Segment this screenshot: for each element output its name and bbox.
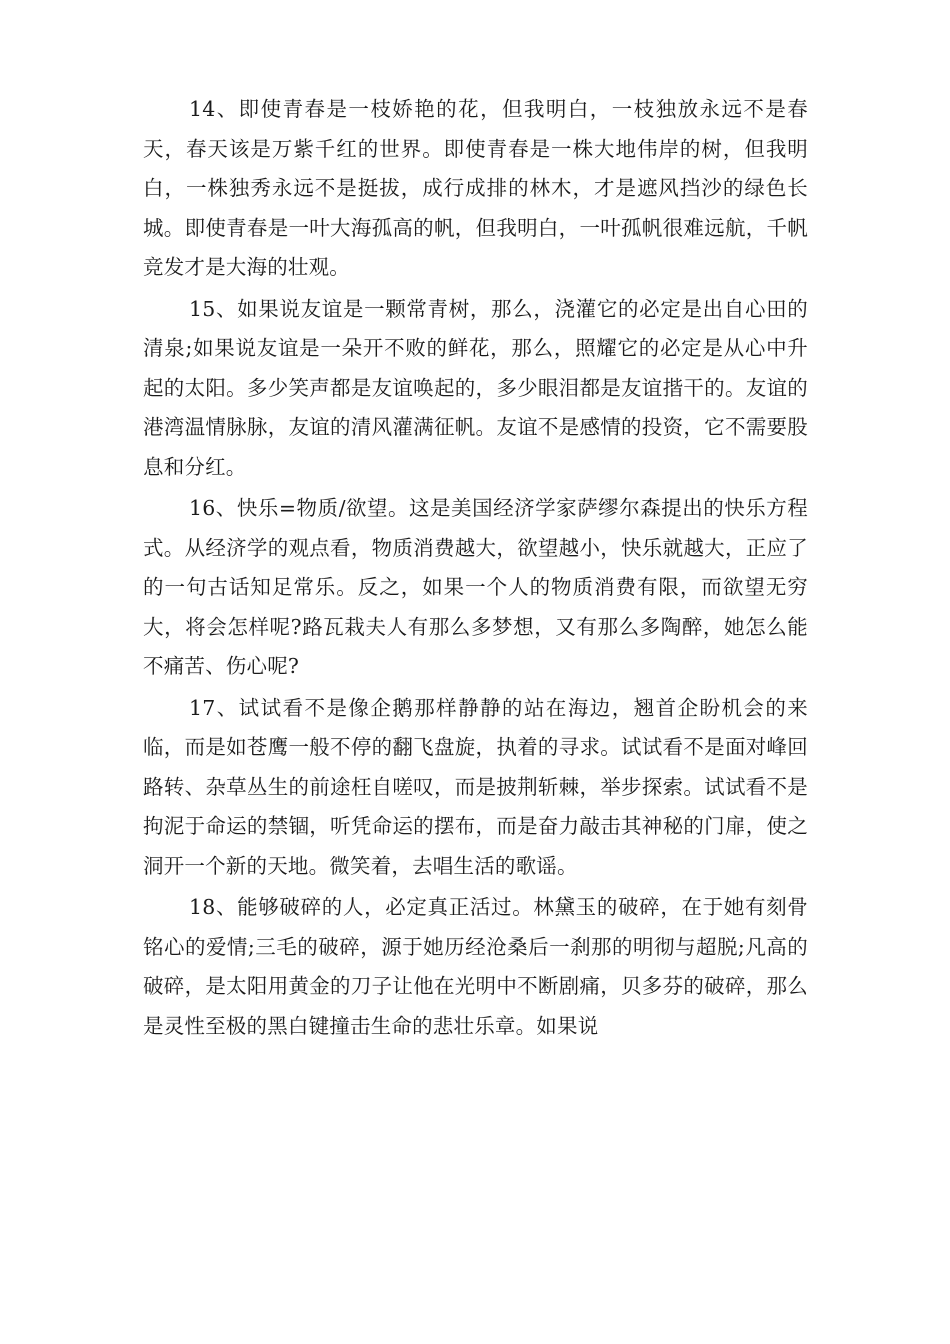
paragraph-14: 14、即使青春是一枝娇艳的花，但我明白，一枝独放永远不是春天，春天该是万紫千红的世界。即使青春是一株大地伟岸的树，但我明白，一株独秀永远不是挺拔，成行成排的林木，才是遮风挡沙的绿色长城。即使青春是一叶大海孤高的帆，但我明白，一叶孤帆很难远航，千帆竞发才是大海的壮观。	[143, 97, 808, 279]
document-body	[143, 90, 808, 1048]
paragraph-17: 17、试试看不是像企鹅那样静静的站在海边，翘首企盼机会的来临，而是如苍鹰一般不停的翻飞盘旋，执着的寻求。试试看不是面对峰回路转、杂草丛生的前途枉自嗟叹，而是披荆斩棘，举步探索。试试看不是拘泥于命运的禁锢，听凭命运的摆布，而是奋力敲击其神秘的门扉，使之洞开一个新的天地。微笑着，去唱生活的歌谣。	[143, 695, 808, 878]
paragraph-16: 16、快乐=物质/欲望。这是美国经济学家萨缪尔森提出的快乐方程式。从经济学的观点看，物质消费越大，欲望越小，快乐就越大，正应了的一句古话知足常乐。反之，如果一个人的物质消费有限，而欲望无穷大，将会怎样呢?路瓦栽夫人有那么多梦想，又有那么多陶醉，她怎么能不痛苦、伤心呢?	[143, 496, 808, 678]
paragraph-15: 15、如果说友谊是一颗常青树，那么，浇灌它的必定是出自心田的清泉;如果说友谊是一朵开不败的鲜花，那么，照耀它的必定是从心中升起的太阳。多少笑声都是友谊唤起的，多少眼泪都是友谊揩干的。友谊的港湾温情脉脉，友谊的清风灌满征帆。友谊不是感情的投资，它不需要股息和分红。	[143, 296, 808, 479]
paragraph-18: 18、能够破碎的人，必定真正活过。林黛玉的破碎，在于她有刻骨铭心的爱情;三毛的破碎，源于她历经沧桑后一刹那的明彻与超脱;凡高的破碎，是太阳用黄金的刀子让他在光明中不断剧痛，贝多芬的破碎，那么是灵性至极的黑白键撞击生命的悲壮乐章。如果说	[143, 895, 808, 1038]
